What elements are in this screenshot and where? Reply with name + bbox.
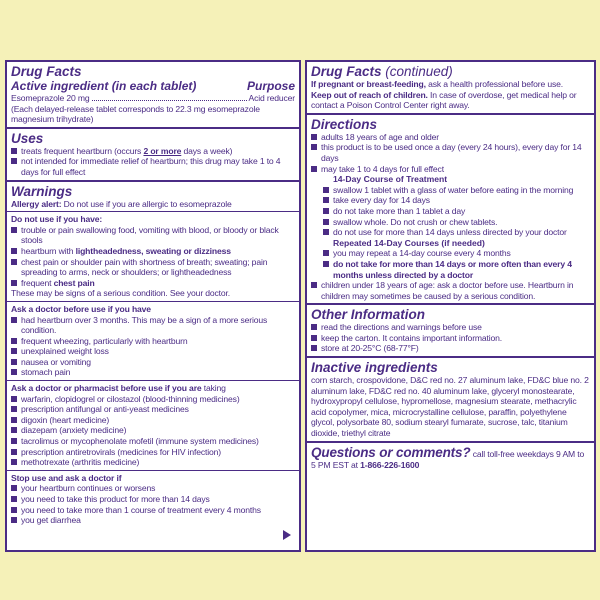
- other-information-title: Other Information: [311, 307, 425, 323]
- list-item: [311, 185, 590, 196]
- list-item: [11, 336, 295, 347]
- square-bullet-icon: [11, 158, 17, 164]
- uses-title: Uses: [11, 130, 44, 146]
- dnu-item4-bold: chest pain: [53, 277, 95, 288]
- dnu-note: These may be signs of a serious condition. See your doctor.: [11, 288, 231, 299]
- allergy-text: Do not use if you are allergic to esomeprazole: [61, 198, 232, 209]
- active-ingredient-header: [11, 79, 295, 93]
- uses-item1-emphasis: 2 or more: [143, 145, 182, 156]
- list-item: [11, 515, 295, 526]
- list-item: [11, 278, 295, 289]
- ingredient-purpose: Acid reducer: [248, 93, 295, 103]
- list-item: [311, 280, 590, 301]
- stop-item4: you get diarrhea: [21, 515, 81, 526]
- ask-item2: frequent wheezing, particularly with heartburn: [21, 335, 188, 346]
- square-bullet-icon: [11, 485, 17, 491]
- square-bullet-icon: [11, 406, 17, 412]
- do-not-use-section: [7, 212, 299, 302]
- ph-item2: prescription antifungal or anti-yeast medicines: [21, 404, 189, 415]
- allergy-label: Allergy alert:: [11, 198, 62, 209]
- square-bullet-icon: [11, 427, 17, 433]
- dir-item2: this product is to be used once a day (every 24 hours), every day for 14 days: [321, 142, 582, 163]
- continued-title-main: Drug Facts: [311, 64, 382, 79]
- pregnancy-warning: [311, 79, 590, 90]
- course-item4: swallow whole. Do not crush or chew tablets.: [333, 216, 498, 227]
- square-bullet-icon: [311, 282, 317, 288]
- list-item: [311, 217, 590, 228]
- active-ingredient-heading: Active ingredient (in each tablet): [11, 79, 197, 93]
- other-item3: store at 20-25°C (68-77°F): [321, 343, 419, 354]
- inactive-ingredients-title: Inactive ingredients: [311, 360, 438, 376]
- ask-pharmacist-heading: [11, 383, 295, 394]
- children-text: In case of overdose, get medical help or contact a Poison Control Center right away.: [311, 89, 577, 111]
- dnu-item2-text: heartburn with: [21, 245, 76, 256]
- list-item: [11, 457, 295, 468]
- ask-doctor-heading: Ask a doctor before use if you have: [11, 303, 151, 314]
- square-bullet-icon: [11, 507, 17, 513]
- uses-item1-tail: days a week): [181, 145, 233, 156]
- course-item1: swallow 1 tablet with a glass of water before eating in the morning: [333, 184, 574, 195]
- square-bullet-icon: [11, 148, 17, 154]
- do-not-use-heading: Do not use if you have:: [11, 214, 103, 225]
- square-bullet-icon: [11, 396, 17, 402]
- list-item: [11, 415, 295, 426]
- ask-pharmacist-section: [7, 381, 299, 471]
- list-item: [311, 333, 590, 344]
- inactive-ingredients-text: corn starch, crospovidone, D&C red no. 27 aluminum lake, FD&C blue no. 2 aluminum lake, FD&C red no. 40 aluminum lake, glyceryl monostearate, hydroxypropyl cellulose, hypromellose, magnesium stearate, methacrylic acid copolymer, mica, microcrystalline cellulose, paraffin, polyethylene glycol, polysorbate 80, sodium stearyl fumarate, sucrose, talc, titanium dioxide, triethyl citrate: [311, 375, 589, 439]
- pregnancy-text: ask a health professional before use.: [425, 79, 564, 89]
- stop-use-heading: Stop use and ask a doctor if: [11, 472, 122, 483]
- ingredient-note: (Each delayed-release tablet corresponds to 22.3 mg esomeprazole magnesium trihydrate): [11, 103, 260, 125]
- inactive-ingredients-section: [307, 358, 594, 443]
- square-bullet-icon: [311, 335, 317, 341]
- ph-item4: diazepam (anxiety medicine): [21, 425, 127, 436]
- list-item: [11, 156, 295, 177]
- list-item: [311, 227, 590, 238]
- warnings-section: [7, 182, 299, 213]
- square-bullet-icon: [11, 369, 17, 375]
- pregnancy-bold: If pregnant or breast-feeding,: [311, 79, 426, 89]
- ask-pharmacist-heading-bold: Ask a doctor or pharmacist before use if you are: [11, 383, 202, 394]
- square-bullet-icon: [11, 359, 17, 365]
- repeat-heading: Repeated 14-Day Courses (if needed): [333, 237, 485, 248]
- children-bold: Keep out of reach of children.: [311, 89, 428, 100]
- square-bullet-icon: [311, 324, 317, 330]
- list-item: [11, 315, 295, 336]
- list-item: [11, 436, 295, 447]
- ask-item5: stomach pain: [21, 367, 71, 378]
- square-bullet-icon: [311, 166, 317, 172]
- stop-item1: your heartburn continues or worsens: [21, 483, 156, 494]
- drug-facts-section: [7, 62, 299, 129]
- repeat-item1: you may repeat a 14-day course every 4 months: [333, 248, 511, 259]
- course-heading: 14-Day Course of Treatment: [333, 174, 448, 185]
- ask-doctor-section: [7, 302, 299, 381]
- questions-section: [307, 443, 594, 473]
- list-item: [11, 483, 295, 494]
- square-bullet-icon: [311, 345, 317, 351]
- questions-title: Questions or comments?: [311, 444, 471, 460]
- purpose-heading: Purpose: [246, 79, 295, 93]
- list-item: [11, 146, 295, 157]
- ask-item4: nausea or vomiting: [21, 356, 91, 367]
- square-bullet-icon: [11, 496, 17, 502]
- dnu-item1: trouble or pain swallowing food, vomiting with blood, or bloody or black stools: [21, 224, 279, 246]
- ph-item1: warfarin, clopidogrel or cilostazol (blood-thinning medicines): [21, 393, 240, 404]
- square-bullet-icon: [11, 459, 17, 465]
- square-bullet-icon: [11, 280, 17, 286]
- drug-facts-panel-left: [5, 60, 301, 552]
- square-bullet-icon: [323, 197, 329, 203]
- list-item: [311, 206, 590, 217]
- drug-facts-title: Drug Facts: [11, 64, 82, 79]
- list-item: [11, 394, 295, 405]
- drug-facts-panel-right: [305, 60, 596, 552]
- square-bullet-icon: [11, 517, 17, 523]
- dnu-item4-text: frequent: [21, 277, 54, 288]
- ingredient-name: Esomeprazole 20 mg: [11, 93, 90, 103]
- square-bullet-icon: [323, 208, 329, 214]
- dnu-item2-bold: lightheadedness, sweating or dizziness: [75, 245, 231, 256]
- continued-section: [307, 62, 594, 115]
- ask-pharmacist-heading-tail: taking: [201, 383, 226, 394]
- other-item2: keep the carton. It contains important information.: [321, 332, 503, 343]
- repeat-item2: do not take for more than 14 days or more often than every 4 months unless directed by a doctor: [333, 258, 572, 280]
- list-item: [11, 257, 295, 278]
- dir-item1: adults 18 years of age and older: [321, 131, 439, 142]
- stop-use-section: [7, 471, 299, 528]
- warnings-title: Warnings: [11, 183, 73, 199]
- square-bullet-icon: [11, 438, 17, 444]
- dir-item3: may take 1 to 4 days for full effect: [321, 163, 444, 174]
- square-bullet-icon: [11, 259, 17, 265]
- allergy-alert: [11, 199, 295, 210]
- course-item2: take every day for 14 days: [333, 195, 430, 206]
- directions-title: Directions: [311, 116, 378, 132]
- square-bullet-icon: [311, 134, 317, 140]
- continued-title: [311, 64, 590, 79]
- questions-phone: 1-866-226-1600: [360, 459, 420, 470]
- list-item: [311, 132, 590, 143]
- dir-item4: children under 18 years of age: ask a doctor before use. Heartburn in children may sometimes be caused by a serious condition.: [321, 280, 574, 301]
- list-item: [11, 447, 295, 458]
- ask-item1: had heartburn over 3 months. This may be a sign of a more serious condition.: [21, 314, 268, 336]
- square-bullet-icon: [11, 338, 17, 344]
- square-bullet-icon: [11, 317, 17, 323]
- list-item: [311, 322, 590, 333]
- stop-item2: you need to take this product for more than 14 days: [21, 494, 210, 504]
- square-bullet-icon: [323, 187, 329, 193]
- course-item3: do not take more than 1 tablet a day: [333, 205, 466, 216]
- list-item: [311, 164, 590, 175]
- list-item: [311, 343, 590, 354]
- questions-line: [311, 445, 590, 471]
- list-item: [311, 248, 590, 259]
- list-item: [11, 505, 295, 516]
- list-item: [311, 195, 590, 206]
- list-item: [11, 346, 295, 357]
- list-item: [311, 259, 590, 280]
- questions-text: call toll-free weekdays 9 AM to 5 PM EST at: [311, 448, 585, 470]
- list-item: [11, 425, 295, 436]
- other-information-section: [307, 305, 594, 358]
- square-bullet-icon: [11, 227, 17, 233]
- square-bullet-icon: [323, 250, 329, 256]
- children-warning: [311, 90, 590, 111]
- uses-item1-text: treats frequent heartburn (occurs: [21, 145, 144, 156]
- course-item5: do not use for more than 14 days unless directed by your doctor: [333, 227, 567, 238]
- square-bullet-icon: [11, 449, 17, 455]
- ask-item3: unexplained weight loss: [21, 346, 109, 357]
- ph-item7: methotrexate (arthritis medicine): [21, 457, 140, 468]
- list-item: [11, 367, 295, 378]
- square-bullet-icon: [11, 348, 17, 354]
- uses-section: [7, 129, 299, 182]
- square-bullet-icon: [11, 417, 17, 423]
- directions-section: [307, 115, 594, 306]
- list-item: [11, 494, 295, 505]
- ph-item6: prescription antiretrovirals (medicines for HIV infection): [21, 446, 222, 457]
- leader-dots: [92, 100, 247, 101]
- ingredient-row: [11, 93, 295, 104]
- stop-item3: you need to take more than 1 course of treatment every 4 months: [21, 504, 261, 515]
- other-item1: read the directions and warnings before use: [321, 322, 482, 333]
- square-bullet-icon: [11, 248, 17, 254]
- triangle-right-icon: [283, 530, 291, 540]
- square-bullet-icon: [323, 261, 329, 267]
- list-item: [11, 225, 295, 246]
- square-bullet-icon: [323, 229, 329, 235]
- list-item: [11, 246, 295, 257]
- square-bullet-icon: [311, 144, 317, 150]
- list-item: [311, 142, 590, 163]
- continued-title-suffix: (continued): [381, 64, 453, 79]
- square-bullet-icon: [323, 219, 329, 225]
- dnu-item3: chest pain or shoulder pain with shortness of breath; sweating; pain spreading to arms, neck or shoulders; or lightheadedness: [21, 256, 268, 278]
- ph-item5: tacrolimus or mycophenolate mofetil (immune system medicines): [21, 436, 259, 447]
- ph-item3: digoxin (heart medicine): [21, 414, 110, 425]
- list-item: [11, 357, 295, 368]
- list-item: [11, 404, 295, 415]
- uses-item2-text: not intended for immediate relief of heartburn; this drug may take 1 to 4 days for full effect: [21, 156, 281, 177]
